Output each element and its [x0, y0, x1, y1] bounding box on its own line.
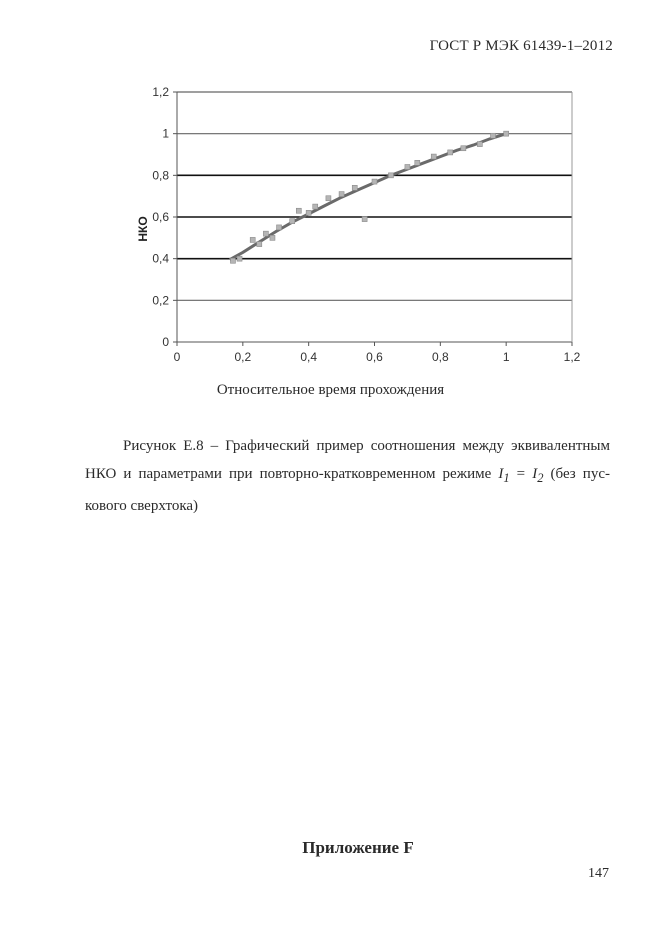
data-point-12 — [339, 192, 344, 197]
chart-svg — [0, 0, 661, 420]
formula-I1-sub: 1 — [503, 471, 510, 485]
y-tick-label-2: 0,4 — [152, 251, 169, 266]
data-point-8 — [296, 208, 301, 213]
data-point-24 — [504, 131, 509, 136]
caption-line-3: кового сверхтока) — [85, 498, 199, 514]
data-point-18 — [415, 160, 420, 165]
data-point-19 — [431, 154, 436, 159]
data-point-21 — [461, 146, 466, 151]
data-points-layer — [230, 131, 508, 263]
appendix-title: Приложение F — [302, 838, 414, 857]
x-tick-label-4: 0,8 — [431, 350, 449, 364]
caption-line-2-tail: (без пус- — [550, 466, 610, 482]
fit-curve-layer — [230, 134, 507, 260]
data-point-4 — [263, 231, 268, 236]
data-point-20 — [448, 150, 453, 155]
page-number: 147 — [588, 866, 609, 881]
axis-layer — [152, 85, 580, 364]
chart-container — [0, 0, 661, 420]
formula-I2-sub: 2 — [537, 471, 544, 485]
data-point-14 — [362, 217, 367, 222]
x-tick-label-3: 0,6 — [366, 350, 383, 364]
y-tick-label-1: 0,2 — [152, 293, 169, 308]
data-point-17 — [405, 165, 410, 170]
data-point-2 — [250, 237, 255, 242]
formula-I1: I — [498, 466, 504, 482]
data-point-10 — [313, 204, 318, 209]
figure-caption — [85, 432, 610, 520]
y-tick-label-3: 0,6 — [152, 210, 169, 224]
data-point-1 — [237, 256, 242, 261]
formula-eq: = — [509, 466, 533, 482]
data-point-6 — [277, 225, 282, 230]
y-tick-label-6: 1,2 — [152, 85, 169, 99]
data-point-22 — [477, 142, 482, 147]
caption-line-1: Рисунок Е.8 – Графический пример соотношения между эквивалентным — [123, 438, 610, 454]
data-point-5 — [270, 235, 275, 240]
x-tick-label-5: 1 — [502, 350, 510, 364]
data-point-0 — [230, 258, 235, 263]
data-point-15 — [372, 179, 377, 184]
y-axis-label: НКО — [136, 216, 150, 242]
caption-formula — [498, 466, 544, 485]
caption-line-2 — [85, 460, 610, 492]
caption-line-2-text: НКО и параметрами при повторно-кратковременном режиме — [85, 466, 492, 482]
y-tick-label-5: 1 — [162, 126, 169, 141]
data-point-13 — [352, 185, 357, 190]
x-tick-label-2: 0,4 — [300, 350, 318, 364]
x-tick-label-6: 1,2 — [563, 350, 581, 364]
data-point-7 — [290, 219, 295, 224]
data-point-23 — [491, 133, 496, 138]
x-tick-label-0: 0 — [173, 350, 181, 364]
y-tick-label-4: 0,8 — [152, 168, 169, 183]
data-point-16 — [388, 173, 393, 178]
x-axis-label: Относительное время прохождения — [216, 382, 445, 398]
data-point-3 — [257, 242, 262, 247]
data-point-9 — [306, 210, 311, 215]
x-tick-label-1: 0,2 — [234, 350, 252, 364]
formula-I2: I — [532, 466, 538, 482]
y-tick-label-0: 0 — [162, 335, 169, 349]
data-point-11 — [326, 196, 331, 201]
document-header: ГОСТ Р МЭК 61439-1–2012 — [429, 38, 613, 54]
fit-curve — [230, 134, 507, 260]
grid-layer — [177, 92, 572, 300]
